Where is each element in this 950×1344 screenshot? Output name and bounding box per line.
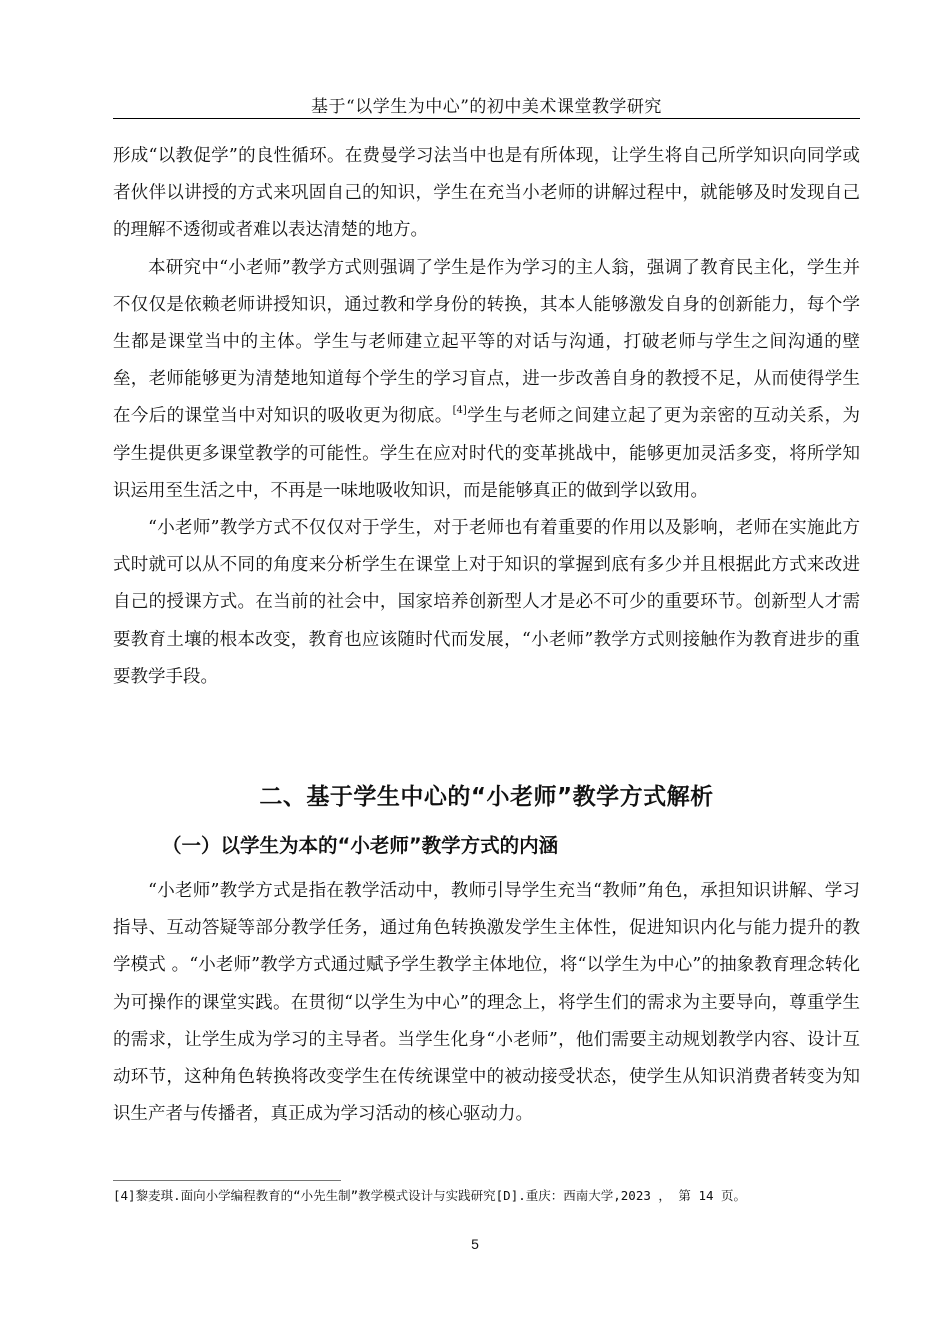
paragraph-2-part-2: 学生与老师之间建立起了更为亲密的互动关系，为学生提供更多课堂教学的可能性。学生在应对时代的变革挑战中，能够更加灵活多变，将所学知识运用至生活之中，不再是一味地吸收知识，而是能够真正的做到学以致用。 [113,406,861,501]
header-divider [113,118,860,119]
subsection-heading: （一）以学生为本的“小老师”教学方式的内涵 [162,834,559,857]
paragraph-4: “小老师”教学方式是指在教学活动中，教师引导学生充当“教师”角色，承担知识讲解、学习指导、互动答疑等部分教学任务，通过角色转换激发学生主体性，促进知识内化与能力提升的教学模式 。“小老师”教学方式通过赋予学生教学主体地位，将“以学生为中心”的抽象教育理念转化为可操作的课堂实践。在贯彻“以学生为中心”的理念上，将学生们的需求为主要导向，尊重学生的需求，让学生成为学习的主导者。当学生化身“小老师”，他们需要主动规划教学内容、设计互动环节，这种角色转换将改变学生在传统课堂中的被动接受状态，使学生从知识消费者转变为知识生产者与传播者，真正成为学习活动的核心驱动力。 [113,881,860,1125]
footnote-divider [113,1180,341,1181]
paragraph-2-part-1: 本研究中“小老师”教学方式则强调了学生是作为学习的主人翁，强调了教育民主化，学生并不仅仅是依赖老师讲授知识，通过教和学身份的转换，其本人能够激发自身的创新能力，每个学生都是课堂当中的主体。学生与老师建立起平等的对话与沟通，打破老师与学生之间沟通的壁垒，老师能够更为清楚地知道每个学生的学习盲点，进一步改善自身的教授不足，从而使得学生在今后的课堂当中对知识的吸收更为彻底。 [113,257,860,427]
citation-ref[interactable]: [4] [452,405,467,417]
paragraph-3: “小老师”教学方式不仅仅对于学生，对于老师也有着重要的作用以及影响，老师在实施此方式时就可以从不同的角度来分析学生在课堂上对于知识的掌握到底有多少并且根据此方式来改进自己的授课方式。在当前的社会中，国家培养创新型人才是必不可少的重要环节。创新型人才需要教育土壤的根本改变，教育也应该随时代而发展，“小老师”教学方式则接触作为教育进步的重要教学手段。 [113,518,860,687]
paragraph-2 [113,250,860,510]
page-number: 5 [471,1236,479,1252]
paragraph-1: 形成“以教促学”的良性循环。在费曼学习法当中也是有所体现，让学生将自己所学知识向同学或者伙伴以讲授的方式来巩固自己的知识，学生在充当小老师的讲解过程中，就能够及时发现自己的理解不透彻或者难以表达清楚的地方。 [113,146,860,241]
section-body [113,873,860,1133]
footnote: [4]黎麦琪.面向小学编程教育的“小先生制”教学模式设计与实践研究[D].重庆：西南大学,2023 ， 第 14 页。 [113,1188,747,1203]
running-header: 基于“以学生为中心”的初中美术课堂教学研究 [311,97,662,117]
section-heading: 二、基于学生中心的“小老师”教学方式解析 [259,784,714,810]
body-text [113,138,860,696]
